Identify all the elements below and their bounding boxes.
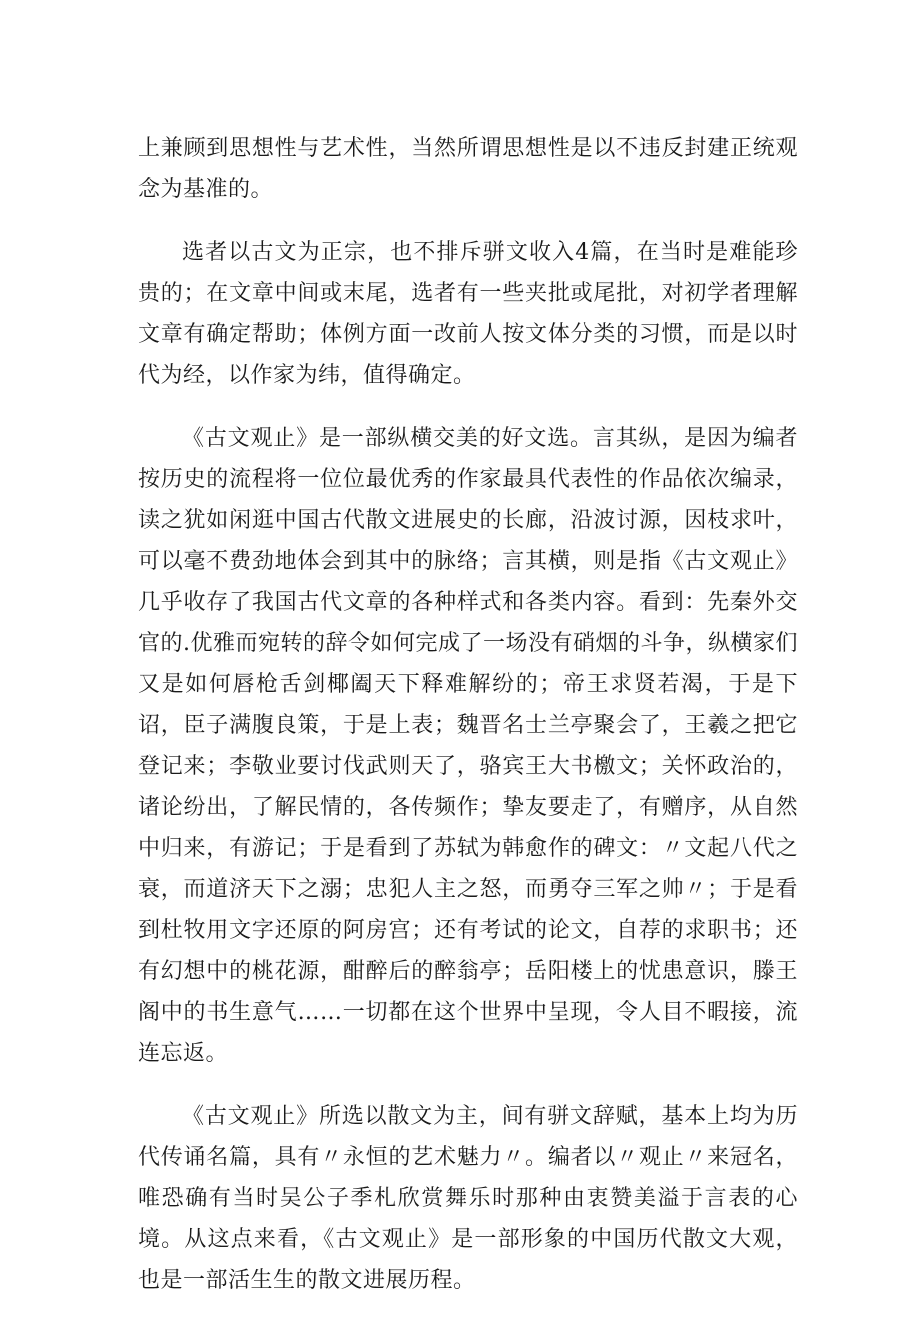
paragraph: 《古文观止》所选以散文为主，间有骈文辞赋，基本上均为历代传诵名篇，具有〃永恒的艺术魅力〃。编者以〃观止〃来冠名，唯恐确有当时吴公子季札欣赏舞乐时那种由衷赞美溢于言表的心境。从这点来看，《古文观止》是一部形象的中国历代散文大观，也是一部活生生的散文进展历程。	[138, 1104, 798, 1293]
paragraph: 选者以古文为正宗，也不排斥骈文收入4篇，在当时是难能珍贵的；在文章中间或末尾，选者有一些夹批或尾批，对初学者理解文章有确定帮助；体例方面一改前人按文体分类的习惯，而是以时代为经，以作家为纬，值得确定。	[138, 240, 798, 388]
paragraph: 上兼顾到思想性与艺术性，当然所谓思想性是以不违反封建正统观念为基准的。	[138, 136, 798, 202]
paragraph: 《古文观止》是一部纵横交美的好文选。言其纵，是因为编者按历史的流程将一位位最优秀的作家最具代表性的作品依次编录，读之犹如闲逛中国古代散文进展史的长廊，沿波讨源，因枝求叶，可以毫不费劲地体会到其中的脉络；言其横，则是指《古文观止》几乎收存了我国古代文章的各种样式和各类内容。看到：先秦外交官的.优雅而宛转的辞令如何完成了一场没有硝烟的斗争，纵横家们又是如何唇枪舌剑椰阖天下释难解纷的；帝王求贤若渴，于是下诏，臣子满腹良策，于是上表；魏晋名士兰亭聚会了，王羲之把它登记来；李敬业要讨伐武则天了，骆宾王大书檄文；关怀政治的，诸论纷出，了解民情的，各传频作；挚友要走了，有赠序，从自然中归来，有游记；于是看到了苏轼为韩愈作的碑文：〃文起八代之衰，而道济天下之溺；忠犯人主之怒，而勇夺三军之帅〃；于是看到杜牧用文字还原的阿房宫；还有考试的论文，自荐的求职书；还有幻想中的桃花源，酣醉后的醉翁亭；岳阳楼上的忧患意识，滕王阁中的书生意气……一切都在这个世界中呈现，令人目不暇接，流连忘返。	[138, 426, 798, 1066]
document-body	[138, 128, 798, 1323]
